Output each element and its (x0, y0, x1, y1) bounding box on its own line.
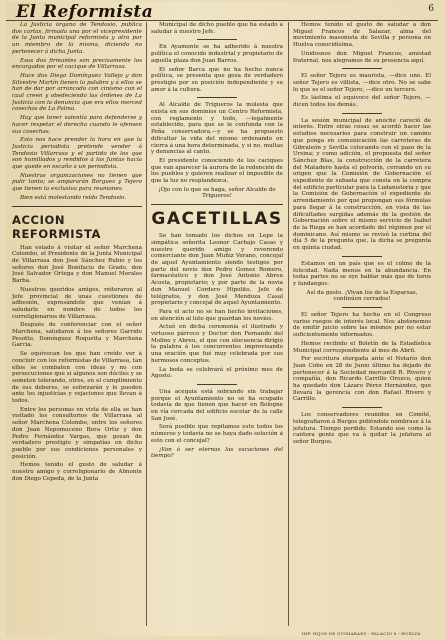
article-paragraph: La boda se celebrará el próximo mes de Agosto. (151, 366, 283, 380)
article-paragraph: Los conservadores reunidos en Comité, telegrafiaron á Burgos pidiéndole nombrase á la jefatura. Tiempo perdido. Estando ese como la cantora gente que va á quitar la jefatura al señor Burgos. (293, 412, 431, 445)
article-paragraph: Se han tomado los dichos en Lepe la simpática señorita Leonor Carbajo Casas y nuestro querido amigo y reverendo comerciante don Juan Muñiz Verano, concejal de aquel Ayuntamiento siendo testigos por parte del novio don Pedro Gomez Romero, farmacéutico y don José Antonio Abreu Acosta, propietario; y por parte de la novia don Manuel Cordero Hipolito, Jefe de telégrafos, y don José Mendoza Casal propietario y concejal de aquel Ayuntamiento. (151, 233, 283, 307)
article-paragraph: Entre los personas en vista de ella se han visitado los consultorios de Villarrasa al señor Marchena Colombo, entre los señores don Juan Nepomuceno Bora Ortiz y don Pedro Fernández Vargas, que gozan de verdadero prestigio y simpatías en dicho pueblo por sus condiciones personales y posición. (12, 406, 142, 460)
article-paragraph: ¡Ojo con lo que se haga, señor Alcalde de Trigueros! (158, 186, 276, 200)
item-divider (197, 97, 237, 98)
article-paragraph: Unidosnos don Miguel Francos, amistad fraternal, nos alegramos de su presencia aquí. (293, 50, 431, 64)
article-paragraph: Así da gusto. ¡Vivan los de la Esparsas, continúen cerrados! (306, 289, 418, 303)
article-paragraph: Estamos en un país que es el colmo de la felicidad. Nada menos en la abundancia. En todas partes no se oye hablar más que de toros y fandangos. (293, 260, 431, 287)
article-paragraph: Hay que tener valentía para defenderse y hacer respetar el derecho cuando le ofensen sus cosechas. (12, 115, 142, 135)
item-divider (342, 68, 382, 69)
item-divider (197, 384, 237, 385)
article-paragraph: Una acequia está sobrando sin trabajar porque el Ayuntamiento no se ha ocupado todavía de que tienen que hacer en Bologne en vía cercada del edificio escolar de la calle San José. (151, 388, 283, 422)
section-heading: GACETILLAS (151, 209, 283, 230)
item-divider (197, 39, 237, 40)
printer-imprint: IMP. HIJOS DE GUIMARÁES - PALACIO 8 - HUELVA (301, 631, 421, 636)
article-paragraph: El señor Tejero ha hecho en el Congreso varios ruegos de interés local. Nos abstenemos de emitir juicio sobre las mismos por no estar suficientemente informados. (293, 312, 431, 339)
article-paragraph: En Ayamonte se ha adherido á nuestra política el conocido industrial y propietario de aquella plaza don Juan Barros. (151, 44, 283, 64)
column-2 (151, 22, 283, 628)
article-paragraph: Hemos tenido el gusto de saludar á nuestro amigo y correligionario de Almonte don Diego Cepeda, de la Junta (12, 462, 142, 482)
column-divider (288, 22, 289, 626)
article-paragraph: Esto nos hace prender la hora en que la Justicia periodista pretende vender á Tendosio Villarrasa y el partido de los que son humillados y rendidos á las Juntas hacía que quede en escaño a un periodista. (12, 137, 142, 171)
item-divider (342, 407, 382, 408)
article-paragraph: La sesión municipal de anoche careció de interés. Entre otras cosas se acordó hacer las estudios necesarios para construir un camino que ponga en comunicación las carreteras de Gibraleón y Sevilla colocando con el paso de la Ursina; y como adición, el propuesta del señor Sánchez Blas, la construcción de la carretera del Matadero hasta el polvorín, cerrando en su origen que la Comisión de Gobernación el expediente de subasta que consta en la compra del edificio particular para la Ludanistoria y que la Comisión de Gobernación el expediente de arrendamiento por que propongan sus fórmulas para llegar á la construcción, en vista de las dificultades surgidas además de la gestión de Gobernación sobre el mismo servicio de Isabel de la Riega se han acordado del régimen por el dominicano. Así mismo se revisó la cortina del día 5 de la pregunta que, la dicha se pregunta en quinta ciudad. (293, 117, 431, 252)
item-divider (342, 256, 382, 257)
article-paragraph: Hemos tenido el gusto de saludar á don Miguel Francos de Salazar, alma del movimiento masonista de Sevilla y persona en Huelva conocidísima. (293, 22, 431, 49)
article-paragraph: Actuó en dicha ceremonia el ilustrado y virtuoso párroco y Doctor don Fernando del Molino y Abreu, el que con elocuencia dirigió la palabra á los concurrentes improvisando una oración que fué muy celebrada por sus hermosos conceptos. (151, 324, 283, 364)
article-paragraph: Hemos recibido el Boletín de la Estadística Municipal correspondiente al mes de Abril. (293, 340, 431, 354)
page-number: 6 (428, 4, 434, 14)
section-heading: ACCION REFORMISTA (12, 212, 102, 241)
article-paragraph: Nuestras organizaciones no tienen que pulir tanto; se ampararán Borgues y Tejero que tienen la exclusiva para reuniones. (12, 172, 142, 193)
article-paragraph: Se equivocan los que han creído ver á concluir con los reformistas de Villarrasa, tan ellos se combaten con ideas y no con persecuciones que si algunos son dóciles y se someten tolerando, otros, en el cumplimiento de sus deberes, se esforzarán y le pueden ante los injusticias y vejaciones que llevan á todos. (12, 351, 142, 405)
masthead-title: El Reformista (16, 2, 154, 22)
section-divider (151, 204, 283, 205)
article-paragraph: Bien está molestando reído Tendosio. (20, 194, 127, 201)
column-1 (12, 22, 142, 628)
item-divider (342, 113, 382, 114)
article-paragraph: Es lástima el equívoco del señor Tejero, —dicen todos los demás. (293, 95, 431, 109)
column-divider (146, 22, 147, 626)
article-paragraph: Hace dos Diego Domínguez Vallejo y don Silvestre Martín tienen la palabra y á ellos se han de dar por arrancado con cinismo con el cual creen y obedeciendo las órdenes de La Justicia con la denuncia que era ellos merced cosechos de La Palma. (12, 72, 142, 113)
article-paragraph: El señor Tejero es maurista, —dice uno. El señor Tejero es villista, —dice otro. No se sabe lo que es el señor Tejero, —dice un tercero. (293, 73, 431, 93)
article-paragraph: El presidente conociendo de los caciques que van aparecer la aurora de la redención de los pueblos y quieren realizar el imposible de que la luz no resplandezca. (151, 157, 283, 185)
article-paragraph: Al Alcalde de Trigueros la molesta que exista en sus dominios un Centro Reformista, con reglamento y todo, —legalmente establecido, para que se le confunda con la Peña conservadora,—y se ha propuesto dificultar la vida del mismo ordenando en cierra á una hora determinada, y si no, multas y denuncias al canto. (151, 102, 283, 156)
article-paragraph: Para el acto no se han hecho invitaciones, en atención al luto que guardan los novios. (151, 308, 283, 322)
newspaper-page (6, 2, 438, 636)
article-paragraph: Esos dos firmantes son precisamente los encargados por el cacique de Villarrasa. (12, 57, 142, 71)
article-paragraph: Será posible que repitamos esto todos los números y todavía no se haya dado solución á esto con el concejal? (151, 424, 283, 444)
section-divider (12, 206, 142, 207)
article-paragraph: Nuestros queridos amigos, reiteraron al Jefe provincial de unas cuestiones de adhesión, expresándole que venían á saludarle en nombre de todos los correligionarios de Villarrasa. (12, 286, 142, 320)
article-paragraph: El señor Barca que no ha hecho nunca política, se presenta que goza de verdadero prestigio por su posición independiente y su amor á la cultura. (151, 66, 283, 93)
article-paragraph: Después de conferenciar con el señor Marchena, saludaron á los señores Garrido Pesotto, Domínguez Roquetta y Marchena Garcia. (12, 322, 142, 349)
article-paragraph: La Justicia órgano de Tendosio, publica dos cartas, firmada una por el vicepresidente de la Junta municipal reformista y otra por un miembro de la misma, diciendo no pertenecer á dicha Junta. (12, 22, 142, 55)
item-divider (342, 307, 382, 308)
article-paragraph: ¡Van á ser eternas las vacaciones del tiempo? (151, 446, 283, 460)
article-paragraph: Han estado á visitar el señor Marchena Colombo, el Presidente de la Junta Municipal de Villarrasa don José Sánchez Rubio y los señores don José Bonifacio de Grado, don José Salvador Ortega y don Manuel Morales Barba. (12, 244, 142, 285)
column-3 (293, 22, 431, 628)
masthead-bar (6, 2, 438, 21)
article-paragraph: Municipal de dicho pueblo que ha estado á saludar á nuestro Jefe. (151, 22, 283, 35)
article-paragraph: Por escritura otorgada ante el Notario don Juan Cobo en 28 de Junio último ha dejado de pertenecer á la Sociedad mercantil R. Rivero y compañía, don Ricardo Carrillo Orozco, quien ha quedado don Lázaro Pérez Hernández, que llevará la gerencia con don Rafael Rivero y Carrillo. (293, 356, 431, 403)
